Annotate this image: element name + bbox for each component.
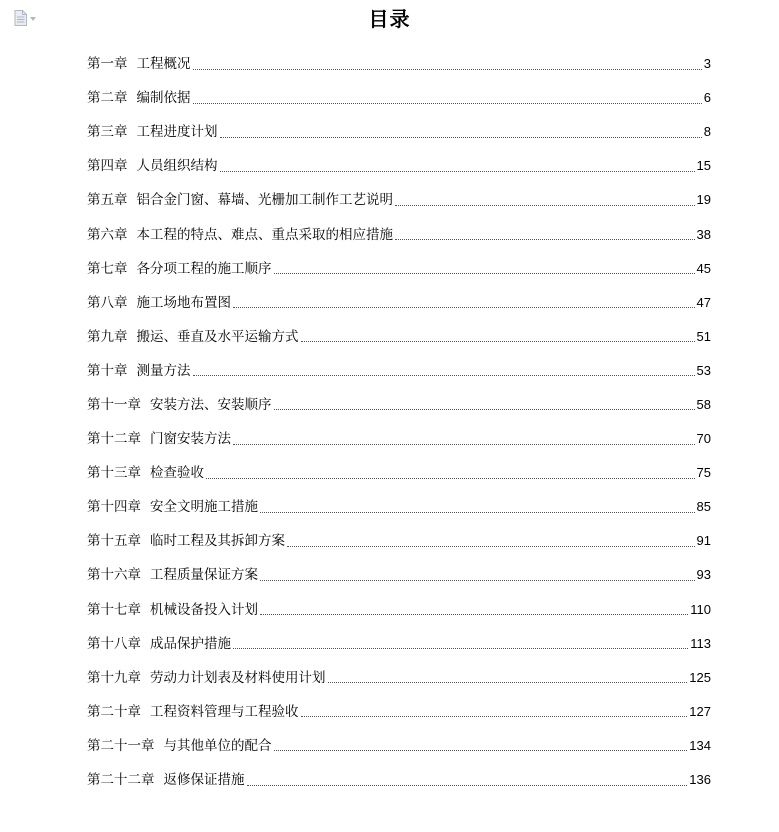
toc-chapter-title: 工程质量保证方案 (150, 567, 258, 584)
toc-chapter-number: 第十三章 (87, 465, 141, 482)
toc-page-number: 85 (696, 499, 711, 515)
toc-page-number: 51 (696, 328, 711, 344)
toc-page-number: 75 (696, 465, 711, 481)
page-title: 目录 (368, 7, 411, 31)
toc-chapter-title: 成品保护措施 (150, 635, 231, 652)
toc-chapter-number: 第四章 (87, 158, 128, 175)
toc-dot-leader (328, 682, 688, 683)
toc-chapter-title: 劳动力计划表及材料使用计划 (150, 669, 326, 686)
toc-entry[interactable] (87, 695, 711, 729)
toc-entry[interactable] (87, 354, 711, 388)
toc-chapter-title: 各分项工程的施工顺序 (136, 260, 272, 277)
toc-dot-leader (247, 785, 688, 786)
toc-chapter-title: 门窗安装方法 (150, 431, 231, 448)
toc-page-number: 6 (703, 90, 711, 106)
toc-dot-leader (193, 103, 702, 104)
toc-page-number: 70 (696, 431, 711, 447)
toc-entry[interactable] (87, 661, 711, 695)
toc-page-number: 19 (696, 192, 711, 208)
toc-chapter-title: 铝合金门窗、幕墙、光栅加工制作工艺说明 (136, 192, 393, 209)
toc-entry[interactable] (87, 593, 711, 627)
toc-entry[interactable] (87, 388, 711, 422)
toc-chapter-title: 搬运、垂直及水平运输方式 (136, 328, 299, 345)
toc-entry[interactable] (87, 558, 711, 592)
toc-dot-leader (301, 716, 688, 717)
toc-entry[interactable] (87, 47, 711, 81)
toc-page-number: 93 (696, 567, 711, 583)
toc-chapter-title: 与其他单位的配合 (163, 737, 272, 754)
toc-dot-leader (274, 273, 695, 274)
toc-chapter-number: 第八章 (87, 294, 128, 311)
toc-chapter-number: 第二十一章 (87, 737, 155, 754)
toc-entry[interactable] (87, 217, 711, 251)
toc-chapter-title: 安全文明施工措施 (150, 499, 258, 516)
toc-chapter-title: 编制依据 (136, 90, 191, 107)
toc-chapter-number: 第二十二章 (87, 772, 155, 789)
toc-page-number: 38 (696, 226, 711, 242)
toc-chapter-number: 第七章 (87, 260, 128, 277)
toc-chapter-number: 第十二章 (87, 431, 141, 448)
toc-chapter-number: 第十八章 (87, 635, 141, 652)
toc-dot-leader (233, 648, 688, 649)
toc-dot-leader (220, 171, 695, 172)
toc-dot-leader (274, 409, 695, 410)
toc-page-number: 113 (690, 635, 711, 651)
toc-chapter-title: 工程资料管理与工程验收 (150, 703, 299, 720)
toc-chapter-number: 第十六章 (87, 567, 141, 584)
toc-chapter-number: 第三章 (87, 124, 128, 141)
toc-dot-leader (301, 341, 695, 342)
toc-entry[interactable] (87, 320, 711, 354)
toc-chapter-number: 第一章 (87, 56, 128, 73)
toc-entry[interactable] (87, 729, 711, 763)
toc-page-number: 3 (703, 56, 711, 72)
toc-chapter-title: 人员组织结构 (136, 158, 218, 175)
toc-page-number: 15 (696, 158, 711, 174)
toc-dot-leader (260, 512, 695, 513)
toc-entry[interactable] (87, 524, 711, 558)
toc-chapter-number: 第十一章 (87, 396, 141, 413)
toc-chapter-number: 第六章 (87, 226, 128, 243)
toc-entry[interactable] (87, 183, 711, 217)
toc-entry[interactable] (87, 149, 711, 183)
toc-entry[interactable] (87, 763, 711, 797)
toc-dot-leader (260, 580, 695, 581)
toc-chapter-number: 第十七章 (87, 601, 141, 618)
toc-chapter-title: 本工程的特点、难点、重点采取的相应措施 (136, 226, 393, 243)
toc-chapter-title: 检查验收 (150, 465, 204, 482)
toc-dot-leader (206, 478, 695, 479)
toc-page-number: 53 (696, 362, 711, 378)
toc-entry[interactable] (87, 627, 711, 661)
toc-page-number: 110 (690, 601, 711, 617)
toc-page-number: 91 (696, 533, 711, 549)
toc-entry[interactable] (87, 115, 711, 149)
toc-dot-leader (193, 69, 702, 70)
toc-page-number: 47 (696, 294, 711, 310)
toc-dot-leader (193, 375, 695, 376)
toc-dot-leader (395, 239, 695, 240)
toc-entry[interactable] (87, 422, 711, 456)
toc-chapter-number: 第十四章 (87, 499, 141, 516)
table-of-contents (87, 47, 711, 797)
toc-dot-leader (233, 307, 695, 308)
toc-chapter-number: 第十九章 (87, 669, 141, 686)
toc-entry[interactable] (87, 81, 711, 115)
toc-chapter-title: 工程进度计划 (136, 124, 218, 141)
toc-chapter-number: 第二十章 (87, 703, 141, 720)
toc-page-number: 8 (703, 124, 711, 140)
toc-chapter-title: 返修保证措施 (163, 772, 245, 789)
toc-chapter-number: 第九章 (87, 328, 128, 345)
toc-entry[interactable] (87, 456, 711, 490)
toc-chapter-title: 工程概况 (136, 56, 191, 73)
toc-page-number: 134 (689, 737, 711, 753)
toc-page-number: 58 (696, 396, 711, 412)
toc-chapter-number: 第二章 (87, 90, 128, 107)
toc-page-number: 45 (696, 260, 711, 276)
toc-entry[interactable] (87, 252, 711, 286)
toc-chapter-title: 临时工程及其拆卸方案 (150, 533, 285, 550)
toc-chapter-title: 测量方法 (136, 362, 191, 379)
toc-dot-leader (233, 444, 695, 445)
toc-dot-leader (260, 614, 688, 615)
toc-dot-leader (287, 546, 695, 547)
toc-chapter-title: 机械设备投入计划 (150, 601, 258, 618)
toc-page-number: 127 (689, 703, 711, 719)
toc-entry[interactable] (87, 286, 711, 320)
toc-chapter-number: 第十五章 (87, 533, 141, 550)
toc-dot-leader (220, 137, 702, 138)
toc-chapter-number: 第十章 (87, 362, 128, 379)
toc-chapter-number: 第五章 (87, 192, 128, 209)
toc-entry[interactable] (87, 490, 711, 524)
toc-page-number: 125 (689, 669, 711, 685)
toc-chapter-title: 施工场地布置图 (136, 294, 231, 311)
toc-dot-leader (395, 205, 695, 206)
toc-page-number: 136 (689, 772, 711, 788)
toc-chapter-title: 安装方法、安装顺序 (150, 396, 272, 413)
toc-dot-leader (274, 750, 688, 751)
